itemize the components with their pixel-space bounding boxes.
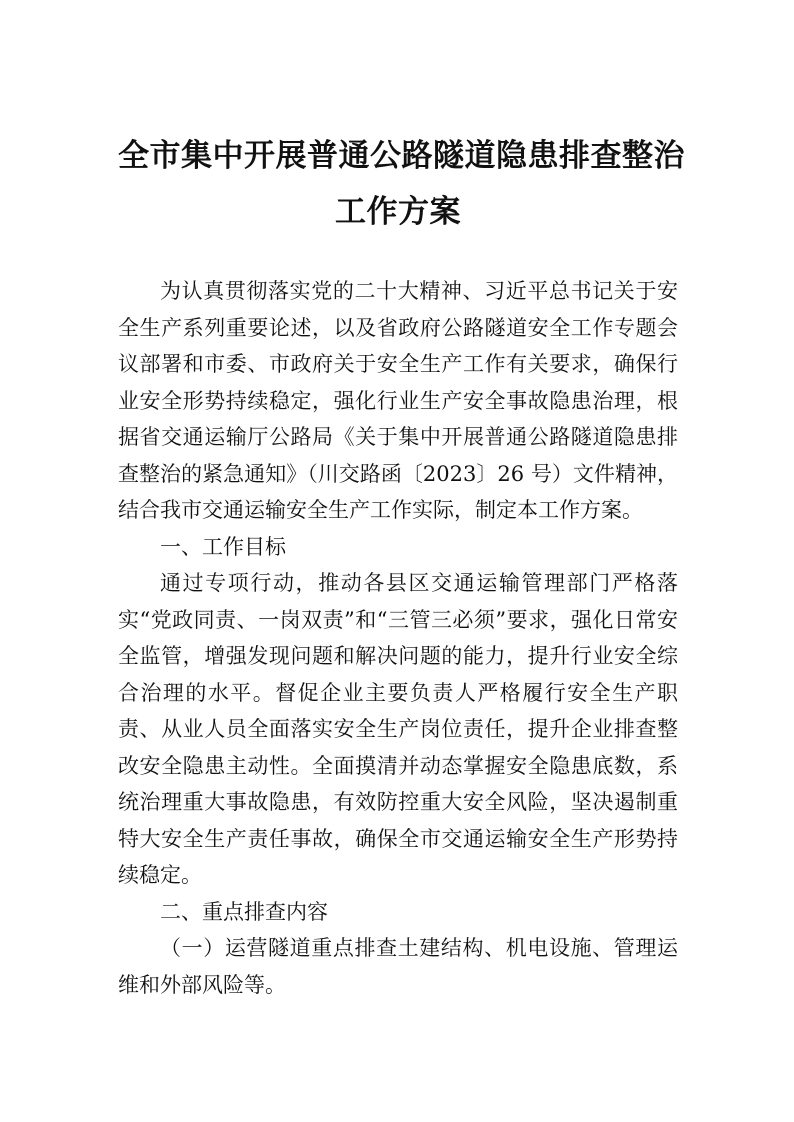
section-heading-goals: 一、工作目标 <box>160 534 286 559</box>
intro-paragraph: 为认真贯彻落实党的二十大精神、习近平总书记关于安全生产系列重要论述，以及省政府公路隧道安全工作专题会议部署和市委、市政府关于安全生产工作有关要求，确保行业安全形势持续稳定，强化行业生产安全事故隐患治理，根据省交通运输厅公路局《关于集中开展普通公路隧道隐患排查整治的紧急通知》（川交路函〔2023〕26 号）文件精神，结合我市交通运输安全生产工作实际，制定本工作方案。 <box>118 279 678 522</box>
key-content-item-1: （一）运营隧道重点排查土建结构、机电设施、管理运维和外部风险等。 <box>118 936 678 997</box>
goals-paragraph: 通过专项行动，推动各县区交通运输管理部门严格落实“党政同责、一岗双责”和“三管三必须”要求，强化日常安全监管，增强发现问题和解决问题的能力，提升行业安全综合治理的水平。督促企业主要负责人严格履行安全生产职责、从业人员全面落实安全生产岗位责任，提升企业排查整改安全隐患主动性。全面摸清并动态掌握安全隐患底数，系统治理重大事故隐患，有效防控重大安全风险，坚决遏制重特大安全生产责任事故，确保全市交通运输安全生产形势持续稳定。 <box>118 571 678 887</box>
document-title-line-1: 全市集中开展普通公路隧道隐患排查整治 <box>118 138 685 174</box>
document-body <box>118 273 678 1003</box>
document-title-line-2: 工作方案 <box>335 194 461 230</box>
section-heading-key-content: 二、重点排查内容 <box>160 899 328 924</box>
